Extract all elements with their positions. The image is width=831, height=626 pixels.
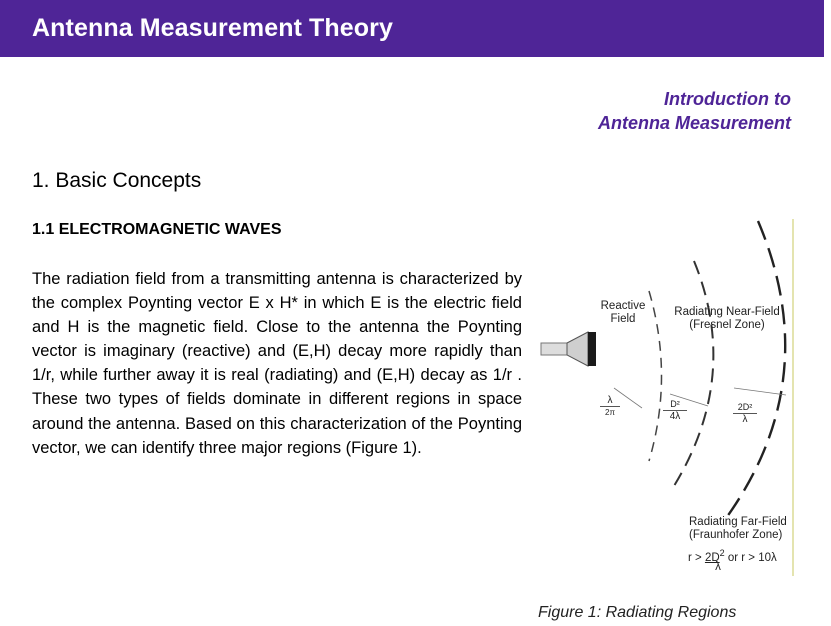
intro-subtitle: [598, 87, 791, 135]
reactive-field-line1: Reactive: [600, 300, 646, 312]
radius-1-num: λ: [600, 395, 620, 407]
radius-1-den: 2π: [605, 408, 615, 417]
page-title: Antenna Measurement Theory: [32, 14, 394, 42]
radius-3-den: λ: [742, 414, 748, 425]
farfield-label: [689, 516, 795, 542]
header-bar: [0, 0, 824, 57]
radius-1-label: [600, 395, 620, 418]
radius-2-num: D²: [663, 399, 687, 411]
farfield-boundary-arc: [724, 221, 785, 521]
radiating-regions-figure: [536, 216, 798, 581]
farfield-condition-suffix: or r > 10λ: [724, 551, 777, 564]
farfield-condition-prefix: r >: [688, 551, 705, 564]
nearfield-boundary-arc: [674, 261, 713, 486]
farfield-condition-denominator: λ: [715, 561, 721, 573]
nearfield-label: [664, 306, 790, 332]
subsection-heading: 1.1 ELECTROMAGNETIC WAVES: [32, 221, 282, 238]
radius-3-label: [733, 402, 757, 425]
farfield-condition-exp: 2: [719, 548, 725, 558]
farfield-line2: (Fraunhofer Zone): [689, 529, 783, 541]
farfield-condition: [688, 546, 796, 565]
radius-line-3: [734, 388, 786, 395]
radius-3-num: 2D²: [733, 402, 757, 414]
reactive-field-line2: Field: [610, 313, 636, 325]
section-heading: 1. Basic Concepts: [32, 169, 202, 192]
body-paragraph: The radiation field from a transmitting antenna is characterized by the complex Poynting vector E x H* in which E is the electric field and H is the magnetic field. Close to the antenna the Poynting vector is imaginary (reactive) and (E,H) decay more rapidly than 1/r, while further away it is real (radiating) and (E,H) decay as 1/r . These two types of fields dominate in different regions in space around the antenna. Based on this characterization of the Poynting vector, we can identify three major regions (Figure 1).: [32, 270, 522, 457]
page-edge: [824, 0, 831, 626]
nearfield-line2: (Fresnel Zone): [689, 319, 765, 331]
radius-2-label: [663, 399, 687, 422]
farfield-condition-num: 2D: [704, 551, 720, 564]
horn-antenna-icon: [541, 332, 596, 366]
intro-line-2: Antenna Measurement: [597, 113, 791, 133]
reactive-field-label: [594, 300, 652, 326]
intro-line-1: Introduction to: [664, 89, 791, 109]
radius-2-den: 4λ: [669, 411, 681, 422]
figure-caption: Figure 1: Radiating Regions: [538, 604, 737, 621]
nearfield-line1: Radiating Near-Field: [674, 306, 780, 318]
farfield-line1: Radiating Far-Field: [689, 516, 787, 528]
